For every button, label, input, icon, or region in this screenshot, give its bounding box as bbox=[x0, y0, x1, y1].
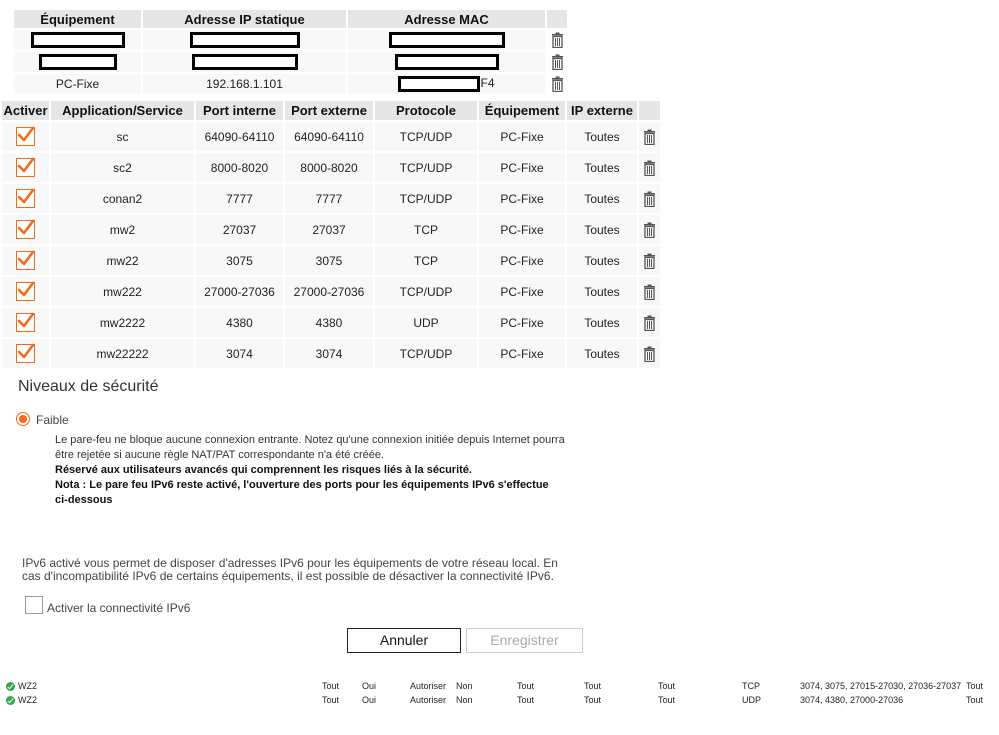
enable-cell bbox=[2, 277, 49, 306]
enable-checkbox[interactable] bbox=[16, 158, 35, 177]
enable-cell bbox=[2, 153, 49, 182]
external-port-cell: 3074 bbox=[285, 339, 373, 368]
external-port-cell: 27000-27036 bbox=[285, 277, 373, 306]
internal-port-cell: 4380 bbox=[196, 308, 283, 337]
rule-name: WZ2 bbox=[18, 681, 37, 691]
enable-checkbox[interactable] bbox=[16, 127, 35, 146]
external-port-cell: 4380 bbox=[285, 308, 373, 337]
table-row bbox=[2, 308, 660, 337]
internal-port-cell: 64090-64110 bbox=[196, 122, 283, 151]
external-ip-cell: Toutes bbox=[567, 215, 637, 244]
application-cell: mw2 bbox=[51, 215, 194, 244]
col-header-device: Équipement bbox=[479, 101, 565, 120]
delete-icon[interactable] bbox=[639, 277, 660, 306]
protocol-cell: TCP bbox=[375, 215, 477, 244]
external-port-cell: 8000-8020 bbox=[285, 153, 373, 182]
redaction-box bbox=[39, 54, 117, 70]
device-cell: PC-Fixe bbox=[479, 215, 565, 244]
external-ip-cell: Toutes bbox=[567, 277, 637, 306]
table-row bbox=[2, 246, 660, 275]
enable-cell bbox=[2, 339, 49, 368]
enable-cell bbox=[2, 184, 49, 213]
protocol-cell: TCP/UDP bbox=[375, 122, 477, 151]
ip-cell bbox=[143, 52, 346, 72]
col-header-external-ip: IP externe bbox=[567, 101, 637, 120]
rule-protocol: UDP bbox=[742, 695, 762, 705]
delete-icon[interactable] bbox=[547, 30, 567, 50]
col-header-static-ip: Adresse IP statique bbox=[143, 10, 346, 28]
delete-icon[interactable] bbox=[547, 52, 567, 72]
rule-field: Tout bbox=[584, 681, 602, 691]
check-circle-icon bbox=[6, 696, 15, 705]
protocol-cell: TCP/UDP bbox=[375, 277, 477, 306]
enable-checkbox[interactable] bbox=[16, 220, 35, 239]
rule-ports: 3074, 3075, 27015-27030, 27036-27037 bbox=[800, 681, 962, 691]
cancel-button[interactable]: Annuler bbox=[347, 628, 461, 653]
device-cell: PC-Fixe bbox=[14, 74, 141, 94]
redaction-box bbox=[192, 54, 298, 70]
external-port-cell: 3075 bbox=[285, 246, 373, 275]
rule-field: Tout bbox=[322, 695, 340, 705]
application-cell: mw222 bbox=[51, 277, 194, 306]
delete-icon[interactable] bbox=[639, 246, 660, 275]
enable-cell bbox=[2, 122, 49, 151]
checkmark-icon bbox=[16, 125, 36, 145]
external-ip-cell: Toutes bbox=[567, 153, 637, 182]
enable-checkbox[interactable] bbox=[16, 313, 35, 332]
application-cell: mw22 bbox=[51, 246, 194, 275]
external-port-cell: 7777 bbox=[285, 184, 373, 213]
rule-field: Tout bbox=[966, 695, 984, 705]
enable-cell bbox=[2, 246, 49, 275]
checkmark-icon bbox=[16, 280, 36, 300]
rule-field: Oui bbox=[362, 695, 377, 705]
col-header-device: Équipement bbox=[14, 10, 141, 28]
ipv6-description: IPv6 activé vous permet de disposer d'adresses IPv6 pour les équipements de votre réseau local. En cas d'incompatibilité IPv6 de certains équipements, il est possible de désactiver la connectivité IPv6. bbox=[22, 556, 558, 583]
enable-checkbox[interactable] bbox=[16, 189, 35, 208]
external-ip-cell: Toutes bbox=[567, 122, 637, 151]
save-button[interactable]: Enregistrer bbox=[466, 628, 583, 653]
col-header-application: Application/Service bbox=[51, 101, 194, 120]
enable-cell bbox=[2, 215, 49, 244]
delete-icon[interactable] bbox=[639, 122, 660, 151]
delete-icon[interactable] bbox=[639, 184, 660, 213]
protocol-cell: UDP bbox=[375, 308, 477, 337]
firewall-rule-row bbox=[0, 681, 999, 695]
security-warning: Réservé aux utilisateurs avancés qui comprennent les risques liés à la sécurité. bbox=[55, 464, 472, 476]
application-cell: conan2 bbox=[51, 184, 194, 213]
redaction-box bbox=[31, 32, 125, 48]
external-port-cell: 64090-64110 bbox=[285, 122, 373, 151]
enable-checkbox[interactable] bbox=[16, 251, 35, 270]
enable-checkbox[interactable] bbox=[16, 344, 35, 363]
delete-icon[interactable] bbox=[639, 153, 660, 182]
redaction-box bbox=[389, 32, 505, 48]
device-cell: PC-Fixe bbox=[479, 122, 565, 151]
application-cell: sc bbox=[51, 122, 194, 151]
checkmark-icon bbox=[16, 156, 36, 176]
col-header-protocol: Protocole bbox=[375, 101, 477, 120]
device-cell: PC-Fixe bbox=[479, 339, 565, 368]
ipv6-checkbox-label: Activer la connectivité IPv6 bbox=[47, 601, 191, 615]
application-cell: sc2 bbox=[51, 153, 194, 182]
redaction-box bbox=[395, 54, 499, 70]
device-cell: PC-Fixe bbox=[479, 184, 565, 213]
table-row bbox=[14, 74, 567, 94]
security-level-description: Le pare-feu ne bloque aucune connexion entrante. Notez qu'une connexion initiée depuis Internet pourra être rejetée si aucune règle NAT/PAT correspondante n'a été créée. bbox=[55, 434, 565, 461]
rule-name: WZ2 bbox=[18, 695, 37, 705]
application-cell: mw22222 bbox=[51, 339, 194, 368]
device-cell: PC-Fixe bbox=[479, 153, 565, 182]
external-ip-cell: Toutes bbox=[567, 184, 637, 213]
table-row bbox=[2, 277, 660, 306]
checkmark-icon bbox=[16, 311, 36, 331]
rule-field: Tout bbox=[322, 681, 340, 691]
external-ip-cell: Toutes bbox=[567, 246, 637, 275]
rule-field: Tout bbox=[966, 681, 984, 691]
rule-action: Autoriser bbox=[410, 681, 447, 691]
protocol-cell: TCP/UDP bbox=[375, 153, 477, 182]
ip-cell: 192.168.1.101 bbox=[143, 74, 346, 94]
mac-cell: F4 bbox=[348, 74, 545, 94]
internal-port-cell: 27037 bbox=[196, 215, 283, 244]
col-header-internal-port: Port interne bbox=[196, 101, 283, 120]
protocol-cell: TCP bbox=[375, 246, 477, 275]
rule-field: Tout bbox=[658, 681, 676, 691]
device-cell: PC-Fixe bbox=[479, 246, 565, 275]
table-row bbox=[2, 215, 660, 244]
static-ip-table bbox=[12, 8, 569, 96]
security-level-radio[interactable] bbox=[16, 412, 30, 426]
checkmark-icon bbox=[16, 249, 36, 269]
table-row bbox=[2, 184, 660, 213]
rule-ports: 3074, 4380, 27000-27036 bbox=[800, 695, 904, 705]
col-header-mac: Adresse MAC bbox=[348, 10, 545, 28]
col-header-enable: Activer bbox=[3, 103, 48, 118]
rule-field: Non bbox=[456, 681, 473, 691]
table-row bbox=[14, 52, 567, 72]
delete-icon[interactable] bbox=[639, 339, 660, 368]
rule-action: Autoriser bbox=[410, 695, 447, 705]
rule-field: Tout bbox=[517, 681, 535, 691]
internal-port-cell: 3074 bbox=[196, 339, 283, 368]
device-cell bbox=[14, 52, 141, 72]
table-row bbox=[2, 122, 660, 151]
device-cell: PC-Fixe bbox=[479, 308, 565, 337]
check-circle-icon bbox=[6, 682, 15, 691]
mac-cell bbox=[348, 52, 545, 72]
checkmark-icon bbox=[16, 342, 36, 362]
col-header-actions bbox=[547, 10, 567, 28]
firewall-rule-row bbox=[0, 695, 999, 709]
checkmark-icon bbox=[16, 187, 36, 207]
rule-field: Tout bbox=[584, 695, 602, 705]
security-level-title: Niveaux de sécurité bbox=[18, 378, 159, 395]
security-level-option-label: Faible bbox=[36, 413, 69, 427]
mac-cell bbox=[348, 30, 545, 50]
delete-icon[interactable] bbox=[639, 215, 660, 244]
table-row bbox=[2, 153, 660, 182]
rule-protocol: TCP bbox=[742, 681, 760, 691]
device-cell: PC-Fixe bbox=[479, 277, 565, 306]
table-row bbox=[14, 30, 567, 50]
redaction-box bbox=[190, 32, 300, 48]
internal-port-cell: 3075 bbox=[196, 246, 283, 275]
protocol-cell: TCP/UDP bbox=[375, 339, 477, 368]
ipv6-checkbox[interactable] bbox=[25, 596, 43, 614]
rule-field: Oui bbox=[362, 681, 377, 691]
internal-port-cell: 7777 bbox=[196, 184, 283, 213]
enable-cell bbox=[2, 308, 49, 337]
rule-field: Non bbox=[456, 695, 473, 705]
ipv6-firewall-note: Nota : Le pare feu IPv6 reste activé, l'ouverture des ports pour les équipements IPv6 s'effectue ci-dessous bbox=[55, 479, 549, 506]
port-rules-table bbox=[0, 99, 662, 370]
enable-checkbox[interactable] bbox=[16, 282, 35, 301]
external-ip-cell: Toutes bbox=[567, 308, 637, 337]
col-header-actions bbox=[639, 101, 660, 120]
col-header-external-port: Port externe bbox=[285, 101, 373, 120]
rule-field: Tout bbox=[658, 695, 676, 705]
internal-port-cell: 8000-8020 bbox=[196, 153, 283, 182]
table-row bbox=[2, 339, 660, 368]
redaction-box bbox=[398, 76, 480, 92]
ip-cell bbox=[143, 30, 346, 50]
internal-port-cell: 27000-27036 bbox=[196, 277, 283, 306]
delete-icon[interactable] bbox=[639, 308, 660, 337]
application-cell: mw2222 bbox=[51, 308, 194, 337]
delete-icon[interactable] bbox=[547, 74, 567, 94]
external-port-cell: 27037 bbox=[285, 215, 373, 244]
device-cell bbox=[14, 30, 141, 50]
external-ip-cell: Toutes bbox=[567, 339, 637, 368]
protocol-cell: TCP/UDP bbox=[375, 184, 477, 213]
checkmark-icon bbox=[16, 218, 36, 238]
rule-field: Tout bbox=[517, 695, 535, 705]
